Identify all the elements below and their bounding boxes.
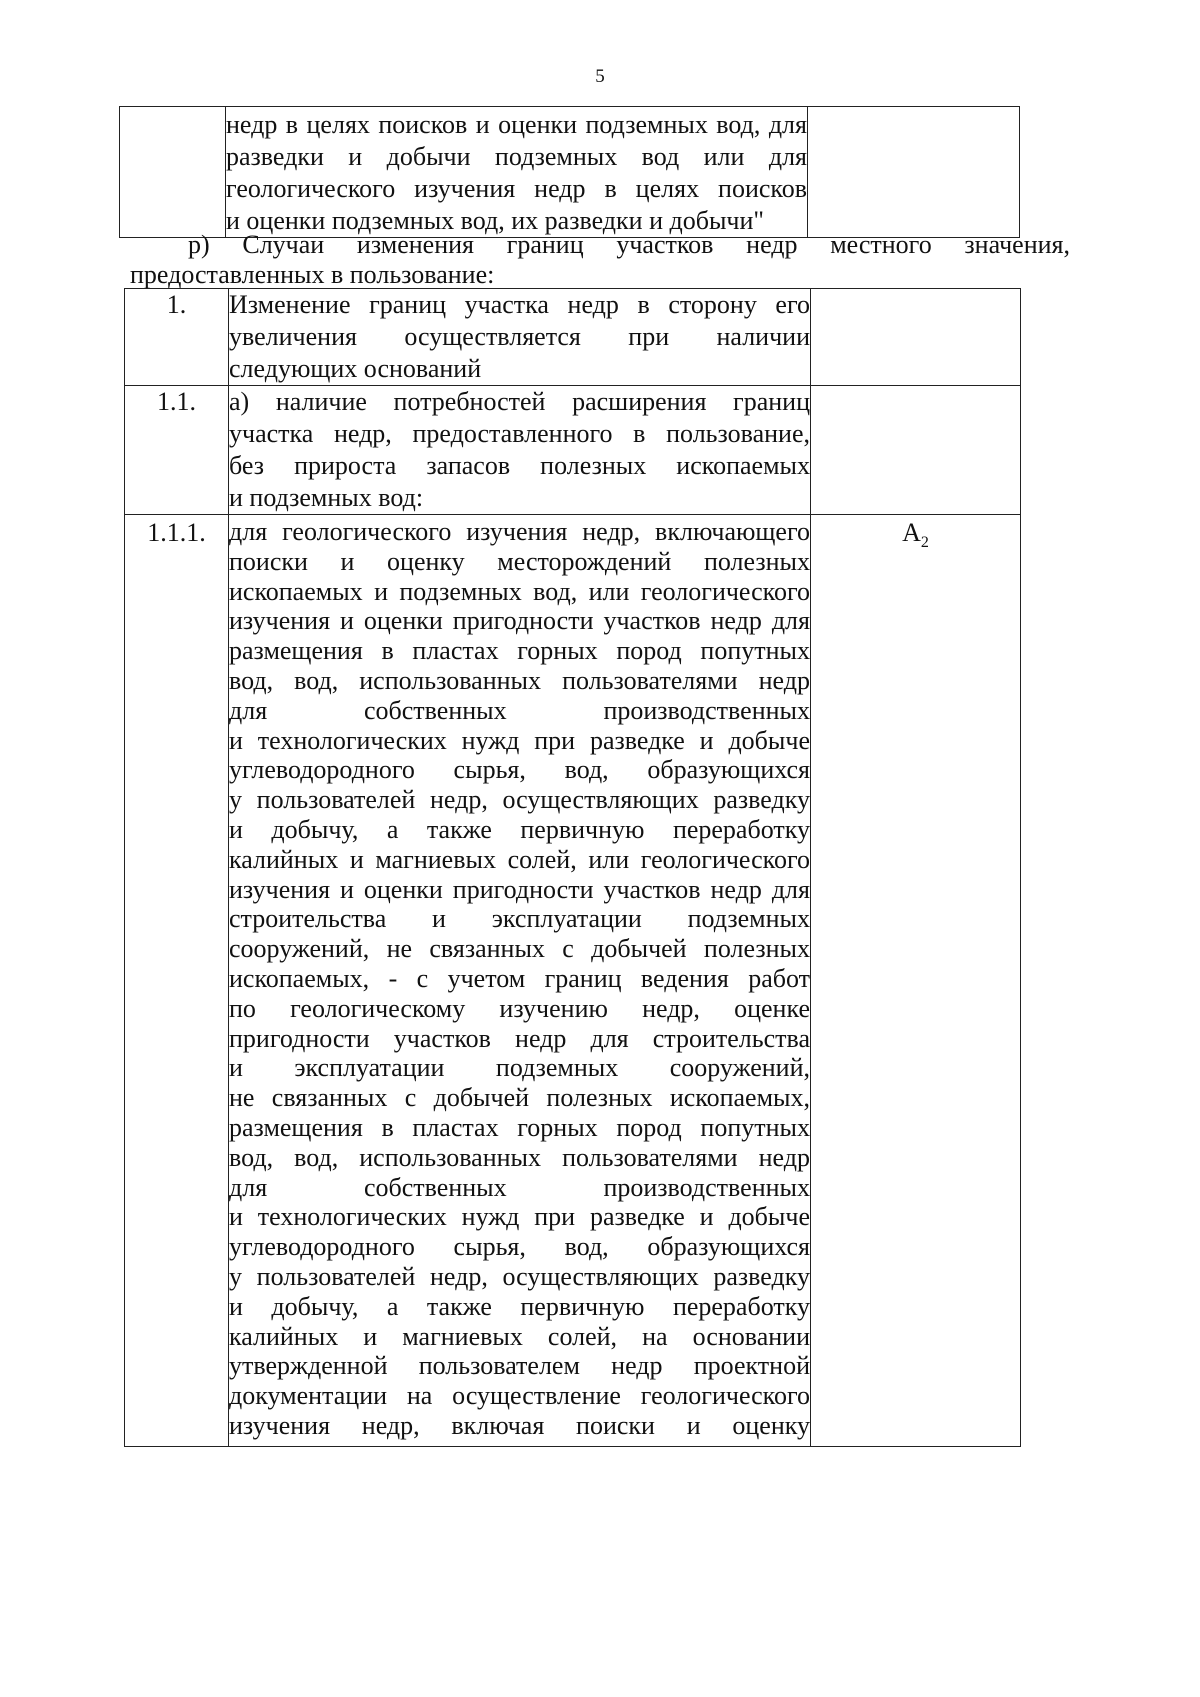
text-line: для собственных производственных [229,1172,810,1202]
text-line: документации на осуществление геологического [229,1381,810,1411]
table-row [125,515,1021,1447]
text-line: калийных и магниевых солей, или геологического [229,844,810,874]
row-text-cell [229,289,811,386]
table-row [120,107,1020,238]
text-line: ископаемых, - с учетом границ ведения работ [229,963,810,993]
text-line: изучения и оценки пригодности участков недр для [229,874,810,904]
row-text-cell [229,515,811,1447]
text-line: для геологического изучения недр, включающего [229,517,810,546]
text-line: размещения в пластах горных пород попутных [229,636,810,666]
table-row [125,386,1021,515]
text-line: сооружений, не связанных с добычей полезных [229,934,810,964]
text-line: вод, вод, использованных пользователями недр [229,1142,810,1172]
table-row [125,289,1021,386]
text-line: по геологическому изучению недр, оценке [229,993,810,1023]
text-line: ископаемых и подземных вод, или геологического [229,576,810,606]
text-line: изучения недр, включая поиски и оценку [229,1410,810,1440]
text-line: разведки и добычи подземных вод или для [226,142,807,171]
row-number-cell: 1. [125,289,229,386]
continuation-table [119,106,1020,238]
row-text-cell [229,386,811,515]
text-line: без прироста запасов полезных ископаемых [229,451,810,480]
text-line: и технологических нужд при разведке и добыче [229,1202,810,1232]
row-number-cell: 1.1.1. [125,515,229,1447]
text-line: и подземных вод: [229,483,424,512]
row-code-cell [811,386,1021,515]
row-text-cell [226,107,808,238]
row-code-cell [811,515,1021,1447]
text-line: не связанных с добычей полезных ископаемых, [229,1083,810,1113]
text-line: геологического изучения недр в целях поисков [226,174,807,203]
page-number: 5 [595,66,605,87]
text-line: вод, вод, использованных пользователями недр [229,665,810,695]
paragraph-r-line-1: р) Случаи изменения границ участков недр местного значения, [188,230,1070,259]
text-line: Изменение границ участка недр в сторону его [229,290,810,319]
row-code-cell [808,107,1020,238]
paragraph-r [130,230,1070,290]
text-line: недр в целях поисков и оценки подземных вод, для [226,110,807,139]
text-line: у пользователей недр, осуществляющих разведку [229,1261,810,1291]
text-line: и добычу, а также первичную переработку [229,1291,810,1321]
text-line: строительства и эксплуатации подземных [229,904,810,934]
boundary-change-table [124,288,1021,1447]
text-line: утвержденной пользователем недр проектной [229,1351,810,1381]
text-line: участка недр, предоставленного в пользование, [229,419,810,448]
text-line: изучения и оценки пригодности участков недр для [229,606,810,636]
row-number-cell: 1.1. [125,386,229,515]
text-line: у пользователей недр, осуществляющих разведку [229,785,810,815]
text-line: и эксплуатации подземных сооружений, [229,1053,810,1083]
text-line: для собственных производственных [229,695,810,725]
text-line: и технологических нужд при разведке и добыче [229,725,810,755]
text-line: пригодности участков недр для строительства [229,1023,810,1053]
code-letter: А [902,518,921,547]
text-line: увеличения осуществляется при наличии [229,322,810,351]
text-line: калийных и магниевых солей, на основании [229,1321,810,1351]
text-line: углеводородного сырья, вод, образующихся [229,755,810,785]
text-line: следующих оснований [229,354,482,383]
text-line: поиски и оценку месторождений полезных [229,546,810,576]
text-line: углеводородного сырья, вод, образующихся [229,1232,810,1262]
code-subscript: 2 [920,534,929,552]
text-line: и добычу, а также первичную переработку [229,814,810,844]
text-line: а) наличие потребностей расширения границ [229,387,810,416]
text-line: и оценки подземных вод, их разведки и добычи" [226,206,765,235]
row-number-cell [120,107,226,238]
row-code-cell [811,289,1021,386]
paragraph-r-line-2: предоставленных в пользование: [130,260,495,289]
text-line: размещения в пластах горных пород попутных [229,1112,810,1142]
